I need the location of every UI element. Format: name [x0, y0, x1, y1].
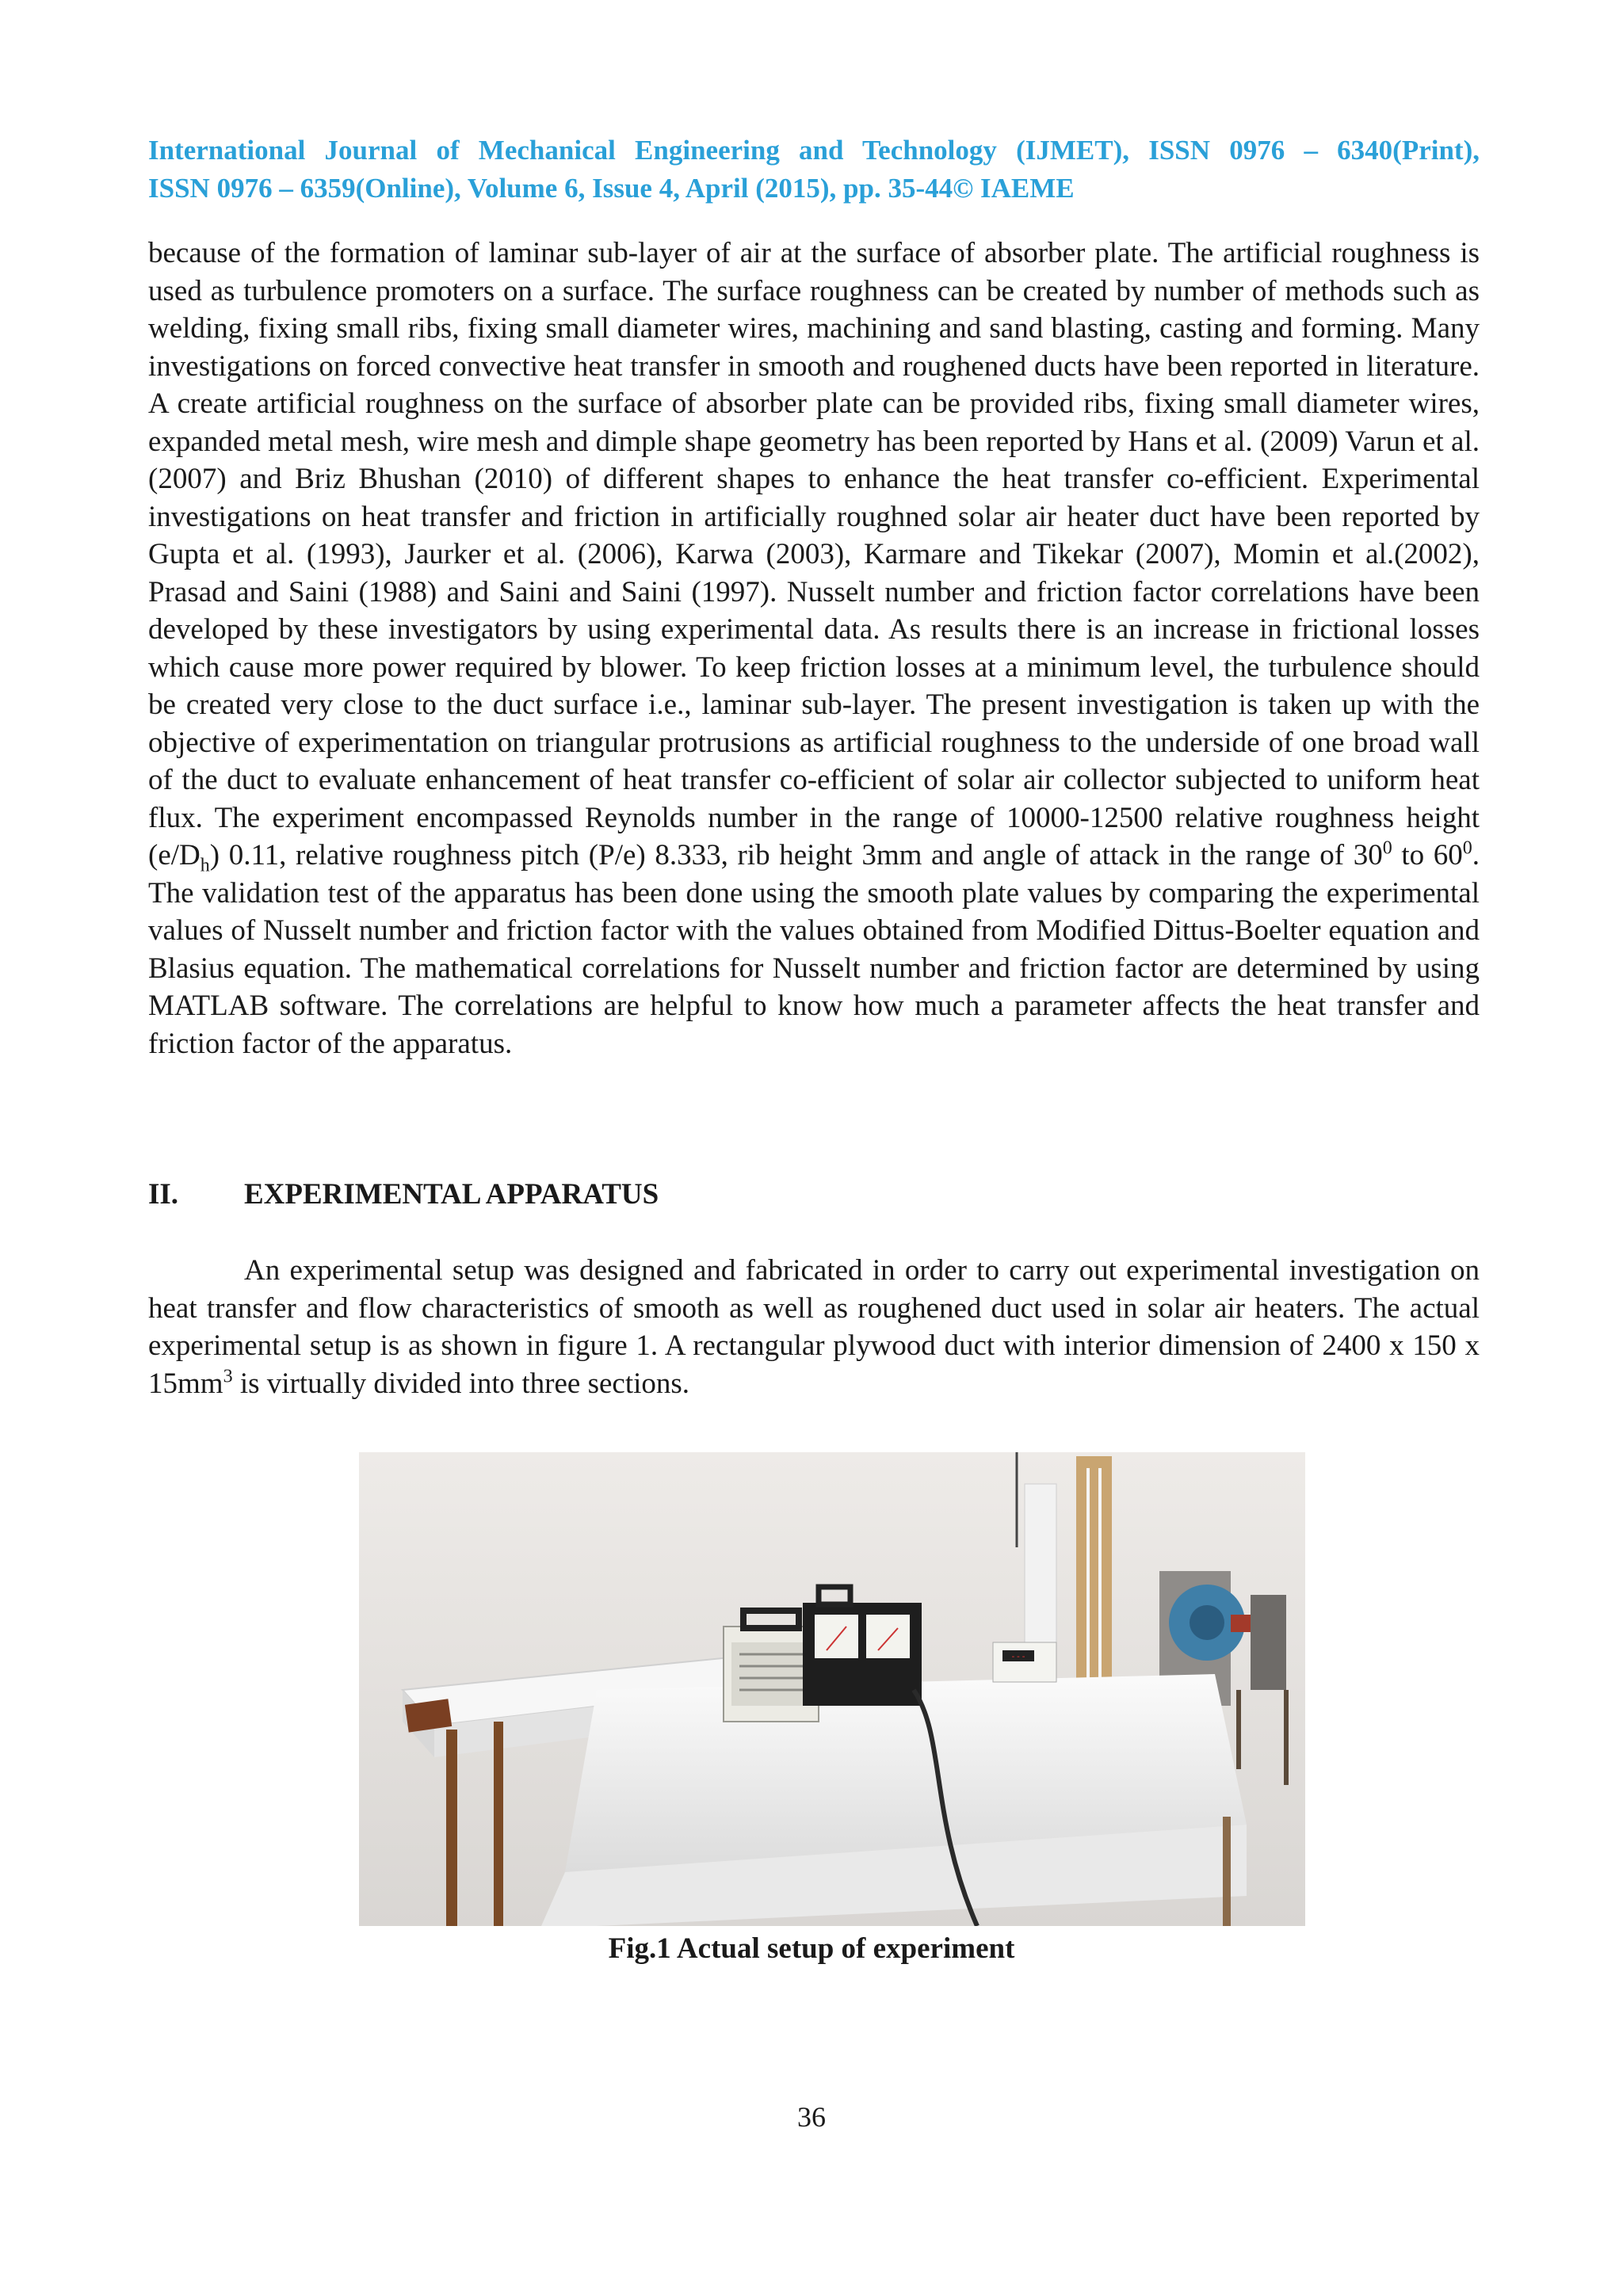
temperature-readout: ---	[1010, 1651, 1026, 1661]
para1-text-1: because of the formation of laminar sub-layer of air at the surface of absorber plate. The artificial roughness is used as turbulence promoters on a surface. The surface roughness can be created by number of methods such as welding, fixing small ribs, fixing small diameter wires, machining and sand blasting, casting and forming. Many investigations on forced convective heat transfer in smooth and roughened ducts have been reported in literature. A create artificial roughness on the surface of absorber plate can be provided ribs, fixing small diameter wires, expanded metal mesh, wire mesh and dimple shape geometry has been reported by Hans et al. (2009) Varun et al.(2007) and Briz Bhushan (2010) of different shapes to enhance the heat transfer co-efficient. Experimental investigations on heat transfer and friction in artificially roughned solar air heater duct have been reported by Gupta et al. (1993), Jaurker et al. (2006), Karwa (2003), Karmare and Tikekar (2007), Momin et al.(2002), Prasad and Saini (1988) and Saini and Saini (1997). Nusselt number and friction factor correlations have been developed by these investigators by using experimental data. As results there is an increase in frictional losses which cause more power required by blower. To keep friction losses at a minimum level, the turbulence should be created very close to the duct surface i.e., laminar sub-layer. The present investigation is taken up with the objective of experimentation on triangular protrusions as artificial roughness to the underside of one broad wall of the duct to evaluate enhancement of heat transfer co-efficient of solar air collector subjected to uniform heat flux. The experiment encompassed Reynolds number in the range of 10000-12500 relative roughness height (e/D	[148, 237, 1480, 871]
journal-header	[148, 132, 1480, 208]
meters	[803, 1587, 922, 1706]
page-number: 36	[797, 2101, 826, 2133]
body-paragraph-1	[148, 235, 1480, 1062]
experiment-setup-photo	[359, 1452, 1305, 1926]
section-heading	[148, 1176, 1480, 1214]
para1-text-3: to 60	[1392, 839, 1463, 871]
journal-header-line-2: ISSN 0976 – 6359(Online), Volume 6, Issue 4, April (2015), pp. 35-44© IAEME	[148, 173, 1075, 204]
body-paragraph-2	[148, 1252, 1480, 1402]
para1-superscript-2: 0	[1462, 837, 1472, 859]
para2-text-1: An experimental setup was designed and fabricated in order to carry out experimental investigation on heat transfer and flow characteristics of smooth as well as roughened duct used in solar air heaters. The actual experimental setup is as shown in figure 1. A rectangular plywood duct with interior dimension of 2400 x 150 x 15mm	[148, 1254, 1480, 1400]
para2-superscript: 3	[223, 1366, 233, 1387]
para1-text-2: ) 0.11, relative roughness pitch (P/e) 8.333, rib height 3mm and angle of attack in the range of 30	[209, 839, 1383, 871]
para1-superscript-1: 0	[1382, 837, 1392, 859]
para1-subscript: h	[200, 855, 210, 876]
temperature-indicator	[993, 1642, 1056, 1682]
section-title: EXPERIMENTAL APPARATUS	[244, 1178, 659, 1211]
experiment-setup-illustration	[359, 1452, 1305, 1926]
para1-text-4: . The validation test of the apparatus has been done using the smooth plate values by comparing the experimental values of Nusselt number and friction factor with the values obtained from Modified Dittus-Boelter equation and Blasius equation. The mathematical correlations for Nusselt number and friction factor are determined by using MATLAB software. The correlations are helpful to know how much a parameter affects the heat transfer and friction factor of the apparatus.	[148, 839, 1480, 1060]
para2-text-2: is virtually divided into three sections.	[232, 1367, 690, 1400]
figure-caption: Fig.1 Actual setup of experiment	[608, 1932, 1015, 1965]
journal-header-line-1: International Journal of Mechanical Engineering and Technology (IJMET), ISSN 0976 – 6340(Print),	[148, 135, 1480, 166]
section-number: II.	[148, 1178, 179, 1211]
